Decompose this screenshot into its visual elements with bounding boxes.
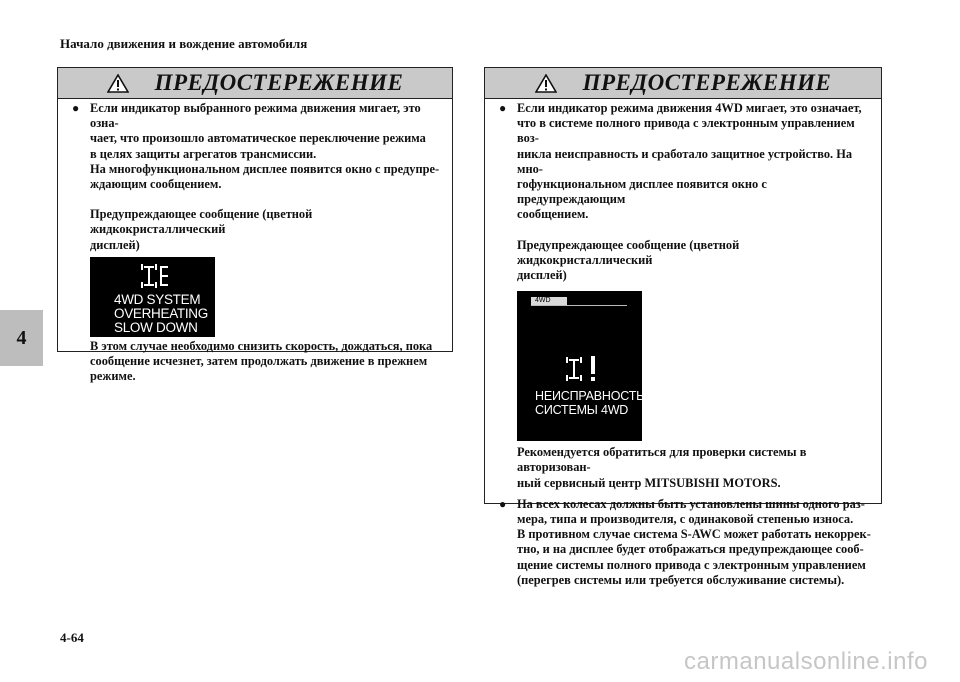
display-text: SLOW DOWN xyxy=(114,319,198,335)
text-line: Если индикатор выбранного режима движения мигает, это озна- xyxy=(90,101,421,131)
display-screenshot xyxy=(517,291,645,441)
text-line: гофункциональном дисплее появится окно с предупреждающим xyxy=(517,177,767,207)
page-number: 4-64 xyxy=(60,630,84,645)
display-caption: дисплей) xyxy=(90,237,140,252)
bullet-icon: ● xyxy=(499,101,507,115)
drivetrain-warning-icon xyxy=(140,263,170,293)
warning-title: ПРЕДОСТЕРЕЖЕНИЕ xyxy=(582,70,832,95)
text-line: Если индикатор режима движения 4WD мигает, это означает, xyxy=(517,101,862,115)
display-screenshot xyxy=(90,257,215,337)
text-line: В этом случае необходимо снизить скорость, дождаться, пока xyxy=(90,338,433,353)
chapter-tab xyxy=(0,310,43,366)
text-line: ждающим сообщением. xyxy=(90,177,222,192)
text-line: (перегрев системы или требуется обслуживание системы). xyxy=(517,572,845,587)
text-line: Рекомендуется обратиться для проверки системы в авторизован- xyxy=(517,445,807,475)
text-line: На всех колесах должны быть установлены шины одного раз- xyxy=(517,496,865,511)
page-header-title: Начало движения и вождение автомобиля xyxy=(60,36,308,51)
display-text: OVERHEATING xyxy=(114,305,208,321)
list-item xyxy=(72,101,442,384)
text-line: никла неисправность и сработало защитное устройство. На мно- xyxy=(517,146,853,176)
warning-header xyxy=(485,68,881,99)
text-line: тно, и на дисплее будет отображаться предупреждающее сооб- xyxy=(517,542,864,557)
warning-box-right xyxy=(484,67,882,587)
text-line: ный сервисный центр MITSUBISHI MOTORS. xyxy=(517,475,781,490)
display-caption: Предупреждающее сообщение (цветной жидкокристаллический xyxy=(517,237,740,267)
watermark: carmanualsonline.info xyxy=(684,648,928,675)
text-line: сообщением. xyxy=(517,207,589,222)
text-line: в целях защиты агрегатов трансмиссии. xyxy=(90,146,317,161)
warning-box-left xyxy=(57,67,453,384)
text-line: что в системе полного привода с электронным управлением воз- xyxy=(517,116,855,146)
display-text: СИСТЕМЫ 4WD xyxy=(535,403,629,418)
display-divider xyxy=(531,305,627,306)
bullet-icon: ● xyxy=(72,101,80,115)
display-mode-tag: 4WD xyxy=(531,297,567,305)
list-item xyxy=(499,497,871,588)
display-caption: дисплей) xyxy=(517,268,567,283)
display-caption: Предупреждающее сообщение (цветной жидкокристаллический xyxy=(90,207,313,237)
bullet-icon: ● xyxy=(499,496,507,511)
list-item xyxy=(499,101,871,491)
text-line: мера, типа и производителя, с одинаковой степенью износа. xyxy=(517,512,854,527)
text-line: режиме. xyxy=(90,369,136,384)
display-text: 4WD SYSTEM xyxy=(114,291,201,307)
display-text: НЕИСПРАВНОСТЬ xyxy=(535,389,645,404)
warning-header xyxy=(58,68,452,99)
text-line: чает, что произошло автоматическое переключение режима xyxy=(90,131,426,146)
text-line: На многофункциональном дисплее появится окно с предупре- xyxy=(90,161,440,176)
chapter-number: 4 xyxy=(16,326,27,349)
text-line: В противном случае система S-AWC может работать некоррек- xyxy=(517,527,871,542)
warning-triangle-icon xyxy=(535,74,557,93)
warning-triangle-icon xyxy=(107,74,129,93)
drivetrain-fault-icon xyxy=(565,355,599,387)
warning-title: ПРЕДОСТЕРЕЖЕНИЕ xyxy=(154,70,404,95)
text-line: щение системы полного привода с электронным управлением xyxy=(517,557,866,572)
text-line: сообщение исчезнет, затем продолжать движение в прежнем xyxy=(90,354,428,369)
